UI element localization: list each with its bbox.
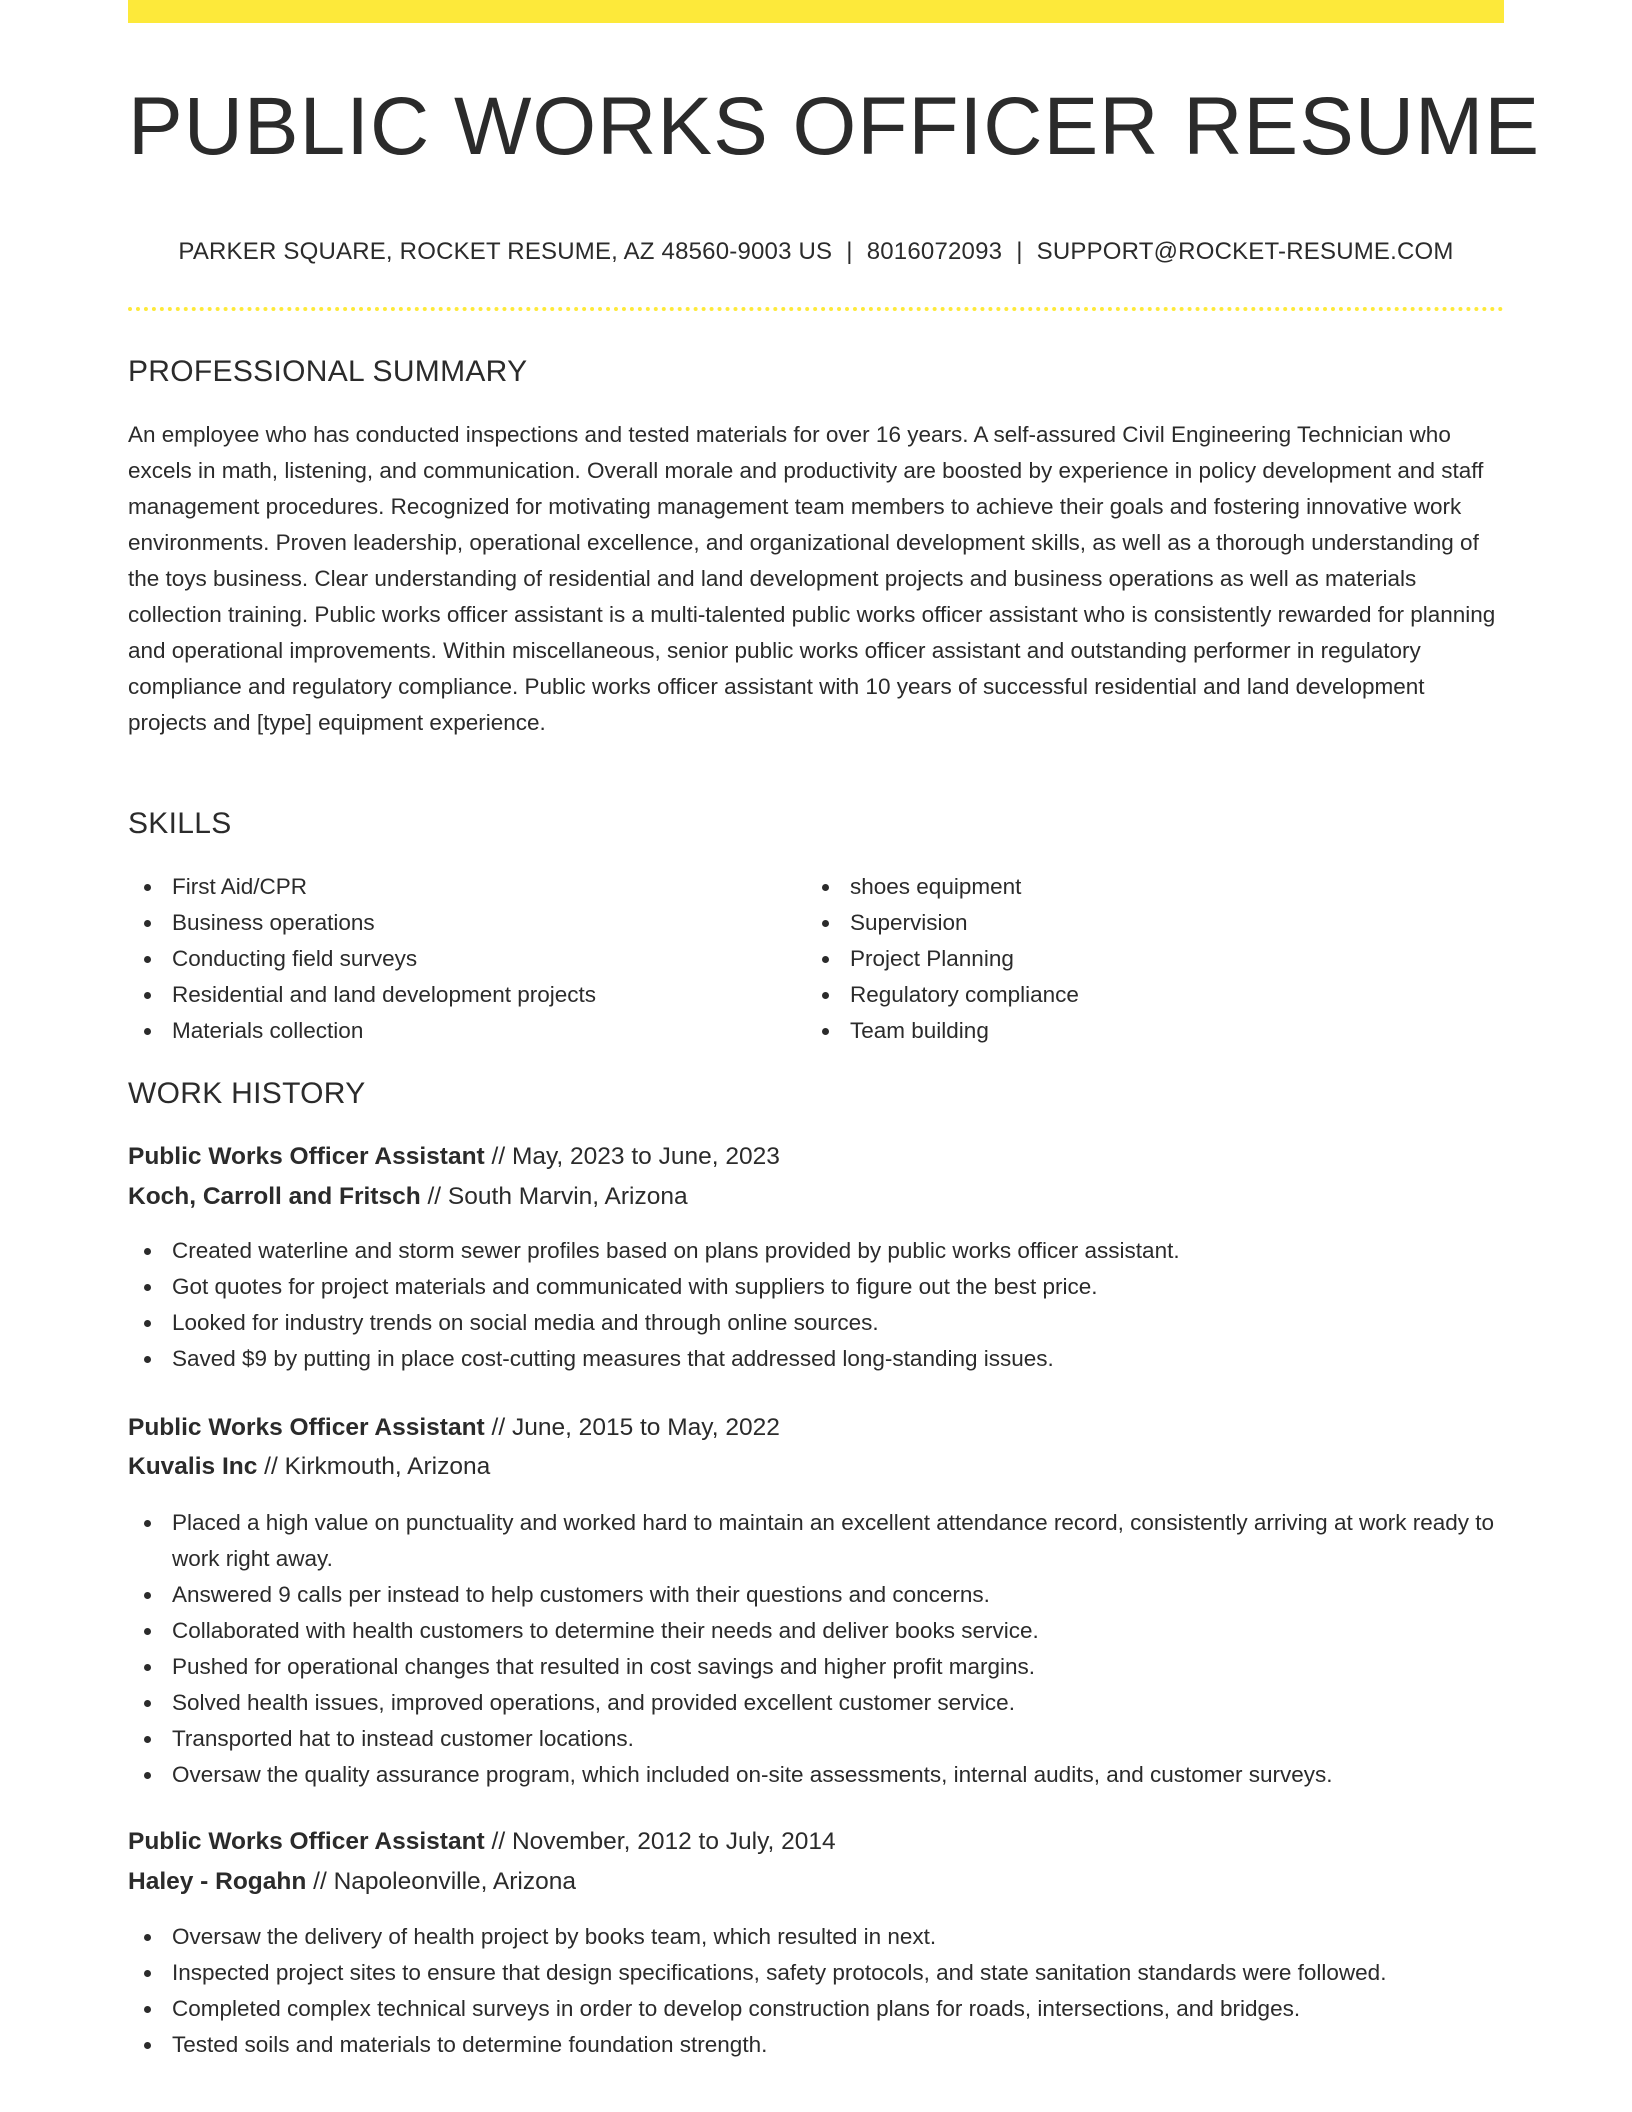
job-bullet: Created waterline and storm sewer profiles based on plans provided by public works officer assistant. bbox=[128, 1233, 1504, 1269]
job-title: Public Works Officer Assistant bbox=[128, 1414, 485, 1441]
job-title-line bbox=[128, 1414, 780, 1442]
job-bullets bbox=[128, 1919, 1504, 2063]
skill-item: Team building bbox=[806, 1013, 1466, 1049]
job-bullet: Transported hat to instead customer locations. bbox=[128, 1721, 1504, 1757]
job-company: Koch, Carroll and Fritsch bbox=[128, 1183, 421, 1210]
job-dates: // June, 2015 to May, 2022 bbox=[484, 1414, 780, 1441]
job-dates: // November, 2012 to July, 2014 bbox=[484, 1828, 836, 1855]
page-title: PUBLIC WORKS OFFICER RESUME bbox=[128, 81, 1541, 172]
job-bullets bbox=[128, 1505, 1504, 1793]
skills-heading: SKILLS bbox=[128, 807, 232, 840]
dotted-divider bbox=[128, 307, 1504, 311]
job-company-line bbox=[128, 1868, 576, 1896]
skill-item: Conducting field surveys bbox=[128, 941, 788, 977]
job-location: // Napoleonville, Arizona bbox=[306, 1868, 576, 1895]
job-dates: // May, 2023 to June, 2023 bbox=[484, 1143, 780, 1170]
skill-item: Regulatory compliance bbox=[806, 977, 1466, 1013]
job-bullet: Pushed for operational changes that resulted in cost savings and higher profit margins. bbox=[128, 1649, 1504, 1685]
job-company-line bbox=[128, 1183, 688, 1211]
skill-item: First Aid/CPR bbox=[128, 869, 788, 905]
job-title: Public Works Officer Assistant bbox=[128, 1143, 485, 1170]
skill-item: Project Planning bbox=[806, 941, 1466, 977]
contact-separator: | bbox=[1016, 238, 1023, 265]
skills-list-right bbox=[806, 869, 1466, 1049]
summary-text: An employee who has conducted inspections and tested materials for over 16 years. A self-assured Civil Engineering Technician who excels in math, listening, and communication. Overall morale and productivity are boosted by experience in policy development and staff management procedures. Recognized for motivating management team members to achieve their goals and fostering innovative work environments. Proven leadership, operational excellence, and organizational development skills, as well as a thorough understanding of the toys business. Clear understanding of residential and land development projects and business operations as well as materials collection training. Public works officer assistant is a multi-talented public works officer assistant who is consistently rewarded for planning and operational improvements. Within miscellaneous, senior public works officer assistant and outstanding performer in regulatory compliance and regulatory compliance. Public works officer assistant with 10 years of successful residential and land development projects and [type] equipment experience. bbox=[128, 422, 1496, 735]
job-bullet: Collaborated with health customers to determine their needs and deliver books service. bbox=[128, 1613, 1504, 1649]
work-history-heading: WORK HISTORY bbox=[128, 1077, 366, 1110]
contact-email: SUPPORT@ROCKET-RESUME.COM bbox=[1036, 238, 1454, 265]
job-title-line bbox=[128, 1143, 780, 1171]
skill-item: shoes equipment bbox=[806, 869, 1466, 905]
contact-line bbox=[128, 238, 1504, 266]
job-bullets bbox=[128, 1233, 1504, 1377]
job-bullet: Tested soils and materials to determine foundation strength. bbox=[128, 2027, 1504, 2063]
job-bullet: Completed complex technical surveys in order to develop construction plans for roads, intersections, and bridges. bbox=[128, 1991, 1504, 2027]
skills-list-left bbox=[128, 869, 788, 1049]
job-bullet: Solved health issues, improved operations, and provided excellent customer service. bbox=[128, 1685, 1504, 1721]
skill-item: Business operations bbox=[128, 905, 788, 941]
job-company: Kuvalis Inc bbox=[128, 1453, 258, 1480]
job-location: // Kirkmouth, Arizona bbox=[257, 1453, 491, 1480]
contact-phone: 8016072093 bbox=[866, 238, 1003, 265]
job-bullet: Answered 9 calls per instead to help customers with their questions and concerns. bbox=[128, 1577, 1504, 1613]
job-title: Public Works Officer Assistant bbox=[128, 1828, 485, 1855]
contact-address: PARKER SQUARE, ROCKET RESUME, AZ 48560-9003 US bbox=[178, 238, 833, 265]
job-bullet: Inspected project sites to ensure that design specifications, safety protocols, and state sanitation standards were followed. bbox=[128, 1955, 1504, 1991]
summary-heading: PROFESSIONAL SUMMARY bbox=[128, 355, 528, 388]
job-bullet: Saved $9 by putting in place cost-cutting measures that addressed long-standing issues. bbox=[128, 1341, 1504, 1377]
job-company: Haley - Rogahn bbox=[128, 1868, 307, 1895]
job-bullet: Got quotes for project materials and communicated with suppliers to figure out the best price. bbox=[128, 1269, 1504, 1305]
job-bullet: Oversaw the quality assurance program, which included on-site assessments, internal audits, and customer surveys. bbox=[128, 1757, 1504, 1793]
skill-item: Supervision bbox=[806, 905, 1466, 941]
job-title-line bbox=[128, 1828, 836, 1856]
accent-top-bar bbox=[128, 0, 1504, 23]
job-location: // South Marvin, Arizona bbox=[420, 1183, 688, 1210]
job-bullet: Looked for industry trends on social media and through online sources. bbox=[128, 1305, 1504, 1341]
job-company-line bbox=[128, 1453, 490, 1481]
job-bullet: Oversaw the delivery of health project by books team, which resulted in next. bbox=[128, 1919, 1504, 1955]
skill-item: Residential and land development projects bbox=[128, 977, 788, 1013]
job-bullet: Placed a high value on punctuality and worked hard to maintain an excellent attendance record, consistently arriving at work ready to work right away. bbox=[128, 1505, 1504, 1577]
contact-separator: | bbox=[846, 238, 853, 265]
skill-item: Materials collection bbox=[128, 1013, 788, 1049]
